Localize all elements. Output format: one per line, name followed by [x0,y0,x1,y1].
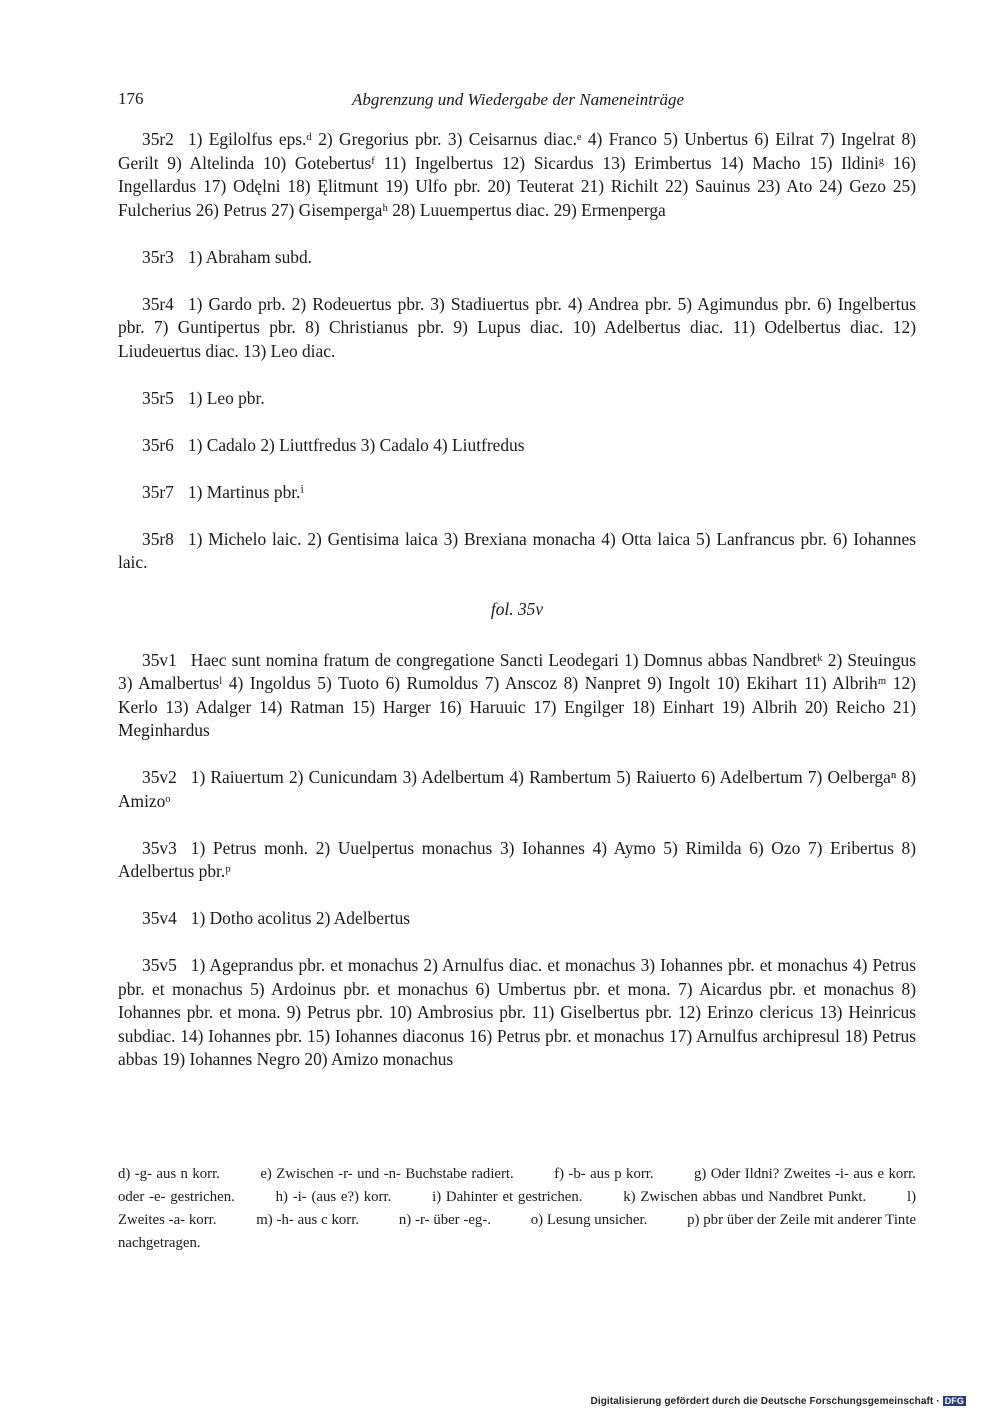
entry-35r2 [118,128,916,222]
footnote: e) Zwischen -r- und -n- Buchstabe radiert. [260,1166,514,1182]
entry-35r5 [118,387,916,411]
entry-text: 1) Raiuertum 2) Cunicundam 3) Adelbertum 4) Rambertum 5) Raiuerto 6) Adelbertum 7) Oelbergaⁿ 8) Amizoᵒ [118,767,916,811]
entry-id: 35v1 [142,649,177,670]
footnote: h) -i- (aus e?) korr. [275,1189,392,1205]
entry-35r4 [118,293,916,364]
entry-35r8 [118,528,916,575]
entry-text: 1) Abraham subd. [187,246,313,267]
entry-35v3 [118,837,916,884]
entry-text: Haec sunt nomina fratum de congregatione Sancti Leodegari 1) Domnus abbas Nandbretᵏ 2) Steuingus 3) Amalbertusˡ 4) Ingoldus 5) Tuoto 6) Rumoldus 7) Anscoz 8) Nanpret 9) Ingolt 10) Ekihart 11) Albrihᵐ 12) Kerlo 13) Adalger 14) Ratman 15) Harger 16) Haruuic 17) Engilger 18) Einhart 19) Albrih 20) Reicho 21) Meginhardus [118,649,916,740]
entry-id: 35r2 [142,129,174,149]
entry-text: 1) Petrus monh. 2) Uuelpertus monachus 3) Iohannes 4) Aymo 5) Rimilda 6) Ozo 7) Eribertus 8) Adelbertus pbr.ᵖ [118,837,916,881]
entry-text: 1) Ageprandus pbr. et monachus 2) Arnulfus diac. et monachus 3) Iohannes pbr. et monachus 4) Petrus pbr. et monachus 5) Ardoinus pbr. et monachus 6) Umbertus pbr. et mona. 7) Aicardus pbr. et monachus 8) Iohannes pbr. et mona. 9) Petrus pbr. 10) Ambrosius pbr. 11) Giselbertus pbr. 12) Erinzo clericus 13) Heinricus subdiac. 14) Iohannes pbr. 15) Iohannes diaconus 16) Petrus pbr. et monachus 17) Arnulfus archipresul 18) Petrus abbas 19) Iohannes Negro 20) Amizo monachus [118,955,916,1069]
main-text [118,128,916,1095]
entry-id: 35r7 [142,481,174,502]
credit-text: Digitalisierung gefördert durch die Deutsche Forschungsgemeinschaft · [590,1396,940,1407]
entry-35r6 [118,434,916,458]
entry-id: 35r6 [142,434,174,455]
entry-id: 35v5 [142,955,177,975]
entry-35v1 [118,649,916,743]
dfg-logo: DFG [944,1396,964,1406]
footnote: p) pbr über der Zeile mit anderer Tinte nachgetragen. [118,1212,917,1251]
entry-id: 35r4 [142,293,174,314]
entry-text: 1) Gardo prb. 2) Rodeuertus pbr. 3) Stadiuertus pbr. 4) Andrea pbr. 5) Agimundus pbr. 6) Ingelbertus pbr. 7) Guntipertus pbr. 8) Christianus pbr. 9) Lupus diac. 10) Adelbertus diac. 11) Odelbertus diac. 12) Liudeuertus diac. 13) Leo diac. [118,293,916,361]
entry-35r7 [118,481,916,505]
entry-text: 1) Leo pbr. [187,387,265,408]
digitization-credit [591,1396,967,1407]
footnote: n) -r- über -eg-. [398,1212,491,1228]
footnote: l) Zweites -a- korr. [118,1189,917,1228]
footnote: d) -g- aus n korr. [118,1166,220,1182]
entry-text: 1) Martinus pbr.ⁱ [187,481,304,502]
footnote: k) Zwischen abbas und Nandbret Punkt. [623,1189,867,1205]
page-number: 176 [118,89,144,108]
entry-id: 35v2 [142,767,177,787]
entry-id: 35v3 [142,837,177,858]
entry-id: 35r3 [142,246,174,267]
entry-id: 35v4 [142,908,177,928]
entry-text: 1) Dotho acolitus 2) Adelbertus [190,908,411,928]
folio-heading: fol. 35v [490,599,544,619]
entry-35v5 [118,954,916,1072]
running-title: Abgrenzung und Wiedergabe der Nameneinträge [352,90,685,109]
entry-id: 35r5 [142,387,174,408]
entry-text: 1) Michelo laic. 2) Gentisima laica 3) Brexiana monacha 4) Otta laica 5) Lanfrancus pbr. 6) Iohannes laic. [118,528,916,572]
entry-text: 1) Cadalo 2) Liuttfredus 3) Cadalo 4) Liutfredus [187,434,525,455]
entry-text: 1) Egilolfus eps.ᵈ 2) Gregorius pbr. 3) Ceisarnus diac.ᵉ 4) Franco 5) Unbertus 6) Eilrat 7) Ingelrat 8) Gerilt 9) Altelinda 10) Gotebertusᶠ 11) Ingelbertus 12) Sicardus 13) Erimbertus 14) Macho 15) Ildiniᵍ 16) Ingellardus 17) Odęlni 18) Ęlitmunt 19) Ulfo pbr. 20) Teuterat 21) Richilt 22) Sauinus 23) Ato 24) Gezo 25) Fulcherius 26) Petrus 27) Gisempergaʰ 28) Luuempertus diac. 29) Ermenperga [118,129,916,220]
footnote: f) -b- aus p korr. [554,1166,654,1182]
footnote: m) -h- aus c korr. [256,1212,360,1228]
entry-35v4 [118,907,916,931]
entry-35r3 [118,246,916,270]
footnotes [118,1163,916,1255]
footnote: i) Dahinter et gestrichen. [432,1189,583,1205]
footnote: g) Oder Ildni? Zweites -i- aus e korr. oder -e- gestrichen. [118,1166,916,1205]
footnote: o) Lesung unsicher. [530,1212,648,1228]
entry-id: 35r8 [142,528,174,549]
entry-35v2 [118,766,916,813]
